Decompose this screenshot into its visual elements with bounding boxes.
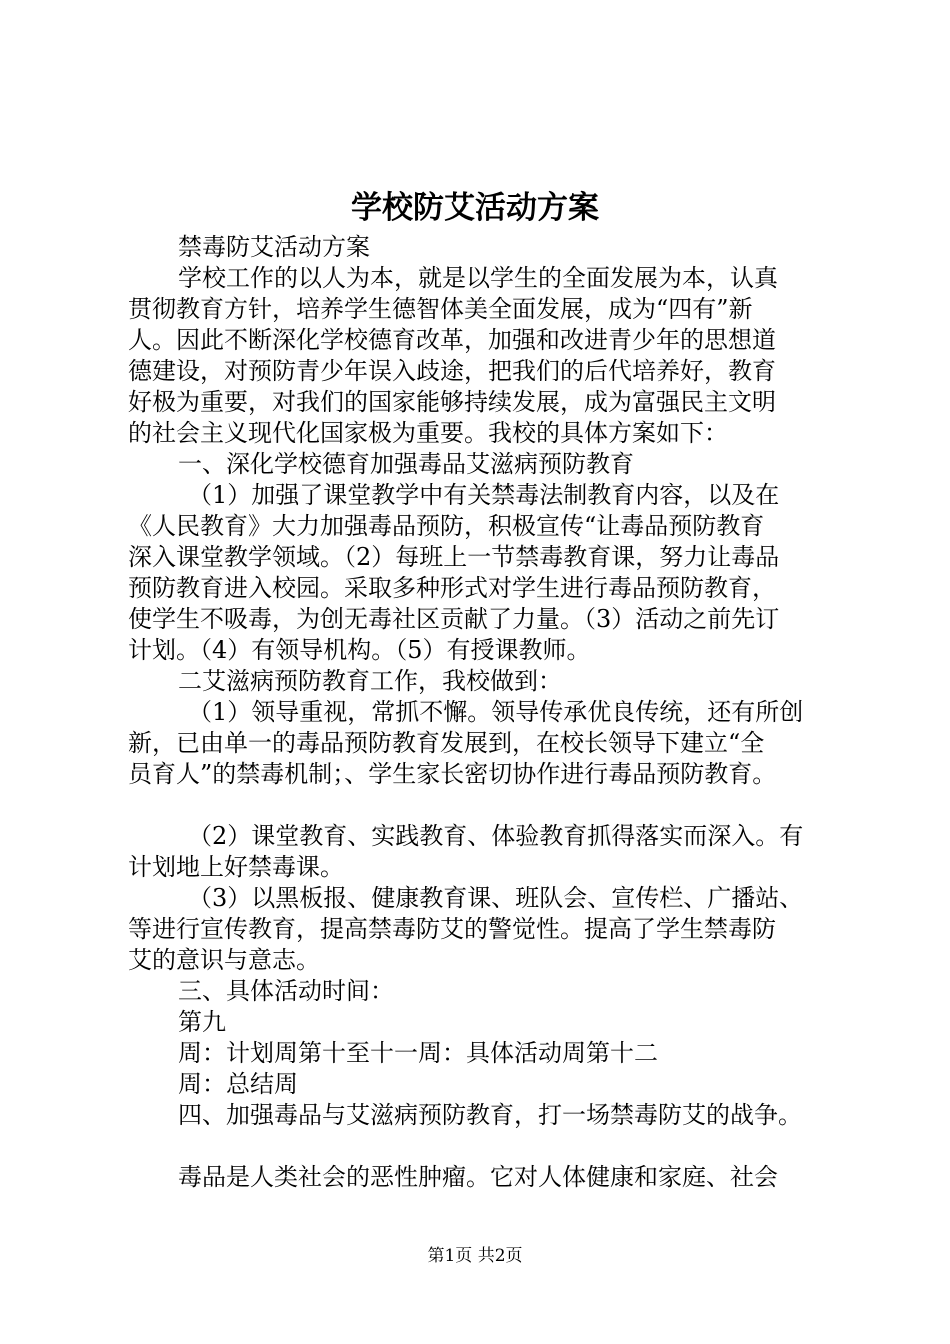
text-line: 计划地上好禁毒课。 xyxy=(128,853,344,881)
text-line: 人。因此不断深化学校德育改革，加强和改进青少年的思想道 xyxy=(128,326,776,354)
section-heading: 一、深化学校德育加强毒品艾滋病预防教育 xyxy=(178,450,634,478)
blank-line xyxy=(128,790,848,821)
document-title: 学校防艾活动方案 xyxy=(351,190,599,226)
text-line: 学校工作的以人为本，就是以学生的全面发展为本，认真 xyxy=(178,264,778,292)
section-heading: 二艾滋病预防教育工作，我校做到： xyxy=(178,667,562,695)
text-line: 《人民教育》大力加强毒品预防，积极宣传“让毒品预防教育 xyxy=(128,512,765,540)
text-line: （2）课堂教育、实践教育、体验教育抓得落实而深入。有 xyxy=(188,822,804,850)
text-line: 贯彻教育方针，培养学生德智体美全面发展，成为“四有”新 xyxy=(128,295,753,323)
text-line: 好极为重要，对我们的国家能够持续发展，成为富强民主文明 xyxy=(128,388,776,416)
text-line: 第九 xyxy=(178,1008,226,1036)
text-line: 新，已由单一的毒品预防教育发展到，在校长领导下建立“全 xyxy=(128,729,765,757)
text-line: （3）以黑板报、健康教育课、班队会、宣传栏、广播站、 xyxy=(188,884,804,912)
text-line: 计划。（4）有领导机构。（5）有授课教师。 xyxy=(128,636,591,664)
page-footer: 第1页 共2页 xyxy=(427,1246,523,1266)
section-heading: 三、具体活动时间： xyxy=(178,977,394,1005)
text-line: 禁毒防艾活动方案 xyxy=(178,233,370,261)
text-line: （1）领导重视，常抓不懈。领导传承优良传统，还有所创 xyxy=(188,698,804,726)
text-line: 毒品是人类社会的恶性肿瘤。它对人体健康和家庭、社会 xyxy=(178,1163,778,1191)
text-line: 周：总结周 xyxy=(178,1070,298,1098)
text-line: 德建设，对预防青少年误入歧途，把我们的后代培养好，教育 xyxy=(128,357,776,385)
document-body xyxy=(128,232,848,1193)
text-line: 深入课堂教学领域。（2）每班上一节禁毒教育课，努力让毒品 xyxy=(128,543,780,571)
blank-line xyxy=(128,1131,848,1162)
text-line: 员育人”的禁毒机制；、学生家长密切协作进行毒品预防教育。 xyxy=(128,760,777,788)
text-line: 使学生不吸毒，为创无毒社区贡献了力量。（3）活动之前先订 xyxy=(128,605,780,633)
text-line: （1）加强了课堂教学中有关禁毒法制教育内容，以及在 xyxy=(188,481,780,509)
text-line: 预防教育进入校园。采取多种形式对学生进行毒品预防教育， xyxy=(128,574,776,602)
text-line: 的社会主义现代化国家极为重要。我校的具体方案如下： xyxy=(128,419,728,447)
text-line: 周：计划周第十至十一周：具体活动周第十二 xyxy=(178,1039,658,1067)
text-line: 艾的意识与意志。 xyxy=(128,946,320,974)
section-heading: 四、加强毒品与艾滋病预防教育，打一场禁毒防艾的战争。 xyxy=(178,1101,802,1129)
text-line: 等进行宣传教育，提高禁毒防艾的警觉性。提高了学生禁毒防 xyxy=(128,915,776,943)
